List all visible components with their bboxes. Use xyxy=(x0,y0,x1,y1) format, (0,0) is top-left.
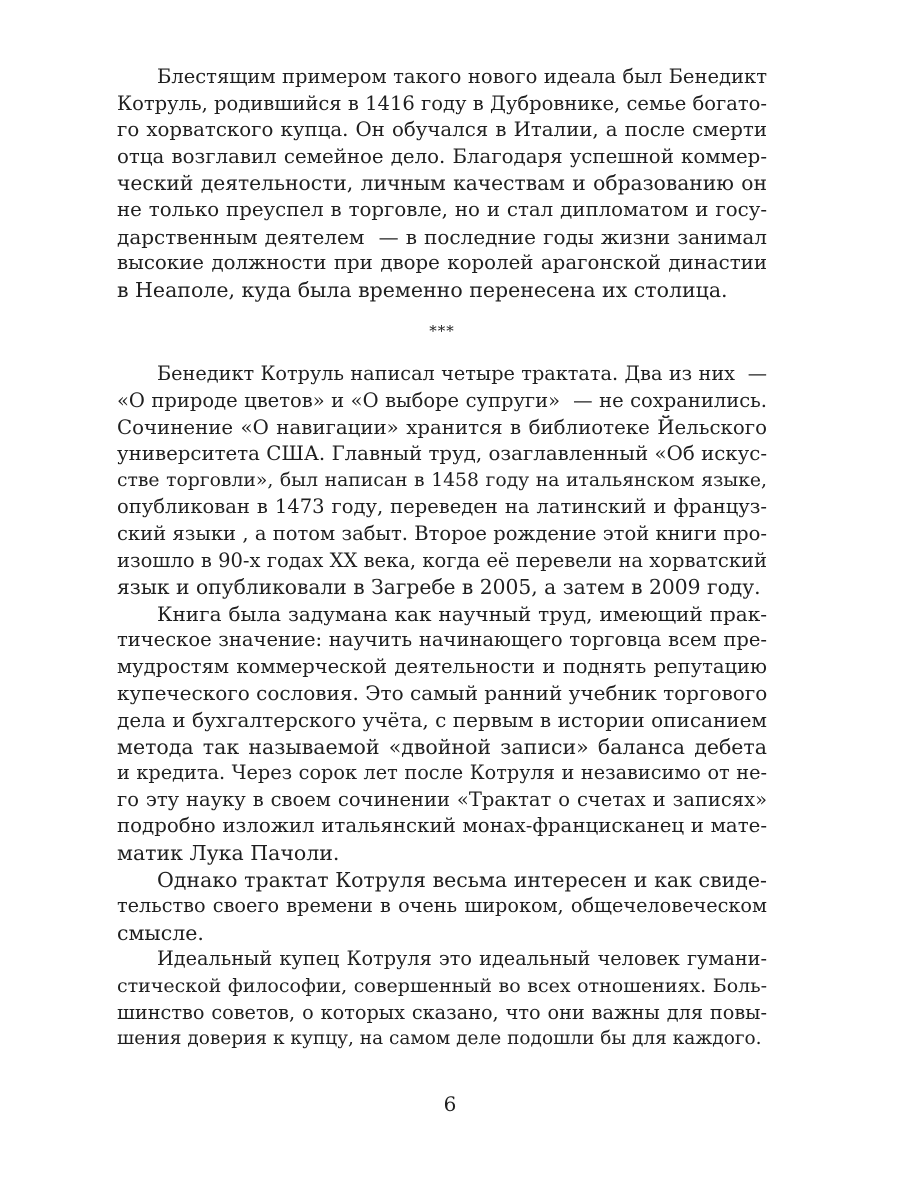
section-divider: *** xyxy=(429,322,455,341)
text-line: отца возглавил семейное дело. Благодаря успешной коммер- xyxy=(117,144,767,168)
text-line: стической философии, совершенный во всех отношениях. Боль- xyxy=(117,975,767,997)
text-line: язык и опубликовали в Загребе в 2005, а затем в 2009 году. xyxy=(117,575,761,600)
text-line: матик Лука Пачоли. xyxy=(117,841,340,866)
text-line: шинство советов, о которых сказано, что они важны для повы- xyxy=(117,1000,767,1024)
text-line: купеческого сословия. Это самый ранний учебник торгового xyxy=(117,681,768,706)
text-line: ский языки , а потом забыт. Второе рождение этой книги про- xyxy=(117,521,767,545)
text-line: Бенедикт Котруль написал четыре трактата. Два из них — xyxy=(157,362,767,386)
text-line: метода так называемой «двойной записи» баланса дебета xyxy=(117,734,767,759)
text-line: подробно изложил итальянский монах-францисканец и мате- xyxy=(117,814,767,838)
text-line: тическое значение: научить начинающего торговца всем пре- xyxy=(117,628,767,652)
page-number: 6 xyxy=(443,1092,457,1116)
text-line: дарственным деятелем — в последние годы жизни занимал xyxy=(117,224,767,249)
text-line: опубликован в 1473 году, переведен на латинский и француз- xyxy=(117,495,767,519)
text-line: в Неаполе, куда была временно перенесена их столица. xyxy=(117,277,728,302)
section-1 xyxy=(117,64,767,303)
text-line: смысле. xyxy=(117,920,204,945)
section-2 xyxy=(117,361,767,1052)
paragraph xyxy=(117,64,767,303)
paragraph xyxy=(117,867,767,947)
text-line: дела и бухгалтерского учёта, с первым в истории описанием xyxy=(117,708,767,733)
text-line: «О природе цветов» и «О выборе супруги» — не сохранились. xyxy=(117,388,767,412)
text-line: шения доверия к купцу, на самом деле подошли бы для каждого. xyxy=(117,1028,762,1050)
text-line: го хорватского купца. Он обучался в Италии, а после смерти xyxy=(117,118,767,142)
page-body xyxy=(117,64,767,1053)
text-line: мудростям коммерческой деятельности и поднять репутацию xyxy=(117,654,767,678)
text-line: высокие должности при дворе королей арагонской династии xyxy=(117,251,767,275)
text-line: университета США. Главный труд, озаглавленный «Об искус- xyxy=(117,442,767,466)
text-line: Котруль, родившийся в 1416 году в Дубровнике, семье богато- xyxy=(117,91,767,115)
text-line: изошло в 90-х годах XX века, когда её перевели на хорватский xyxy=(117,548,767,572)
text-line: Книга была задумана как научный труд, имеющий прак- xyxy=(157,601,767,626)
text-line: Однако трактат Котруля весьма интересен и как свиде- xyxy=(157,867,767,892)
text-line: Идеальный купец Котруля это идеальный человек гумани- xyxy=(157,947,767,971)
paragraph xyxy=(117,601,767,867)
text-line: Сочинение «О навигации» хранится в библиотеке Йельского xyxy=(117,415,767,439)
text-line: тельство своего времени в очень широком, общечеловеческом xyxy=(117,894,767,918)
paragraph xyxy=(117,946,767,1052)
text-line: Блестящим примером такого нового идеала был Бенедикт xyxy=(157,65,767,88)
text-line: го эту науку в своем сочинении «Трактат о счетах и записях» xyxy=(117,787,767,811)
text-line: и кредита. Через сорок лет после Котруля и независимо от не- xyxy=(117,761,767,785)
text-line: не только преуспел в торговле, но и стал дипломатом и госу- xyxy=(117,197,767,221)
text-line: ческий деятельности, личным качествам и образованию он xyxy=(117,171,767,196)
paragraph xyxy=(117,361,767,600)
text-line: стве торговли», был написан в 1458 году на итальянском языке, xyxy=(117,469,767,491)
